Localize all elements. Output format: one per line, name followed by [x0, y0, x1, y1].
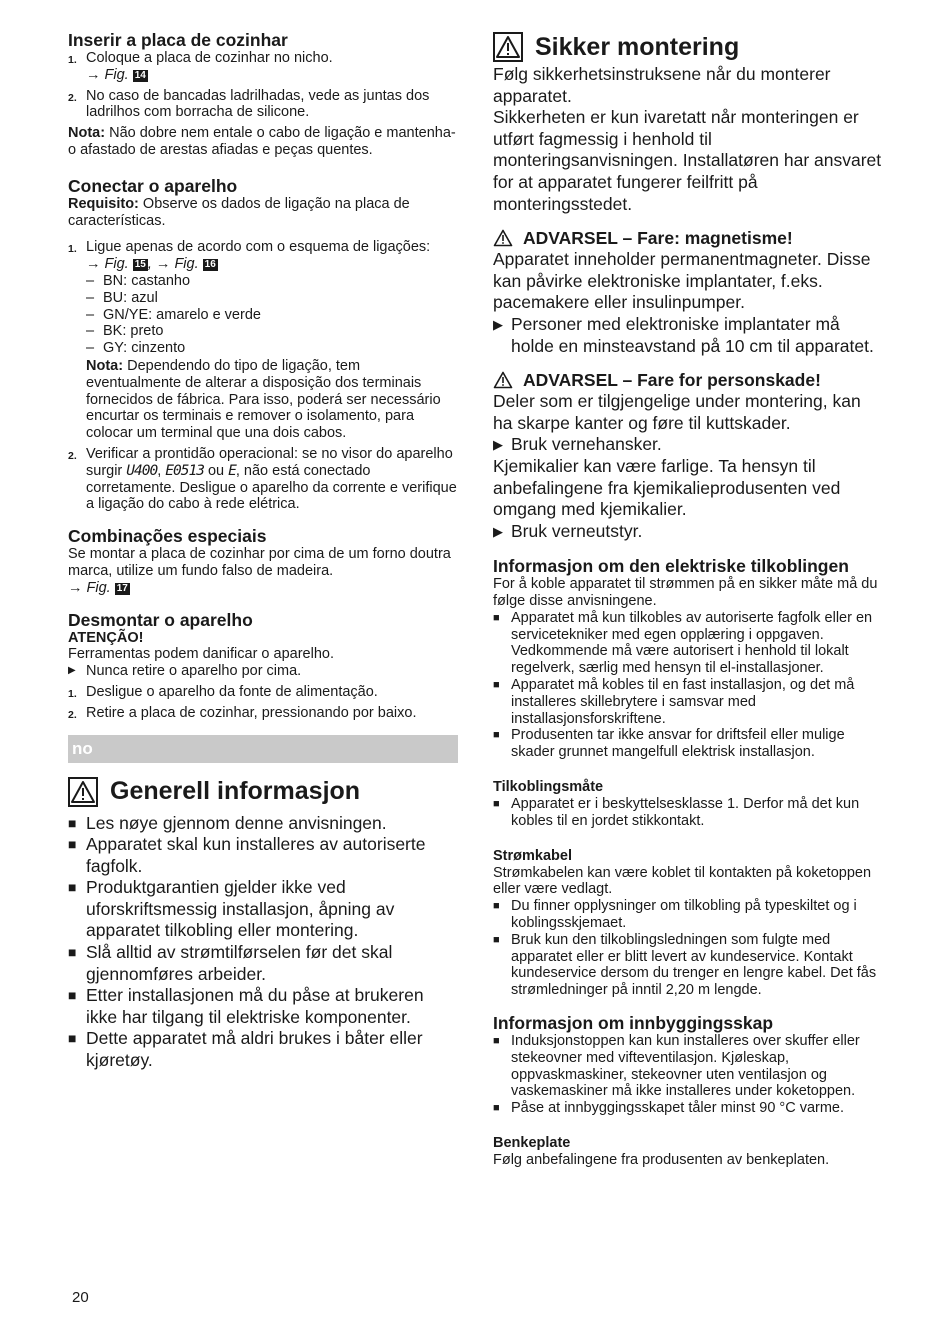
attention-label: ATENÇÃO! — [68, 629, 144, 646]
square-bullet-icon: ■ — [493, 1102, 500, 1115]
list-item: ■ Apparatet må kobles til en fast installasjon, og det må installeres skillebrytere i samsvar med installasjonsforskriftene. — [493, 677, 855, 727]
wire-item: – BN: castanho — [86, 272, 191, 289]
paragraph: Følg sikkerhetsinstruksene når du monterer apparatet. — [493, 64, 831, 106]
square-bullet-icon: ■ — [68, 879, 77, 896]
list-item: ■ Bruk kun den tilkoblingsledningen som fulgte med apparatet eller er blitt levert av kundeservice. Kontakt kundeservice dersom du trenger en lengre kabel. Det fås strømledninger på inntil 2,20 m lengde. — [493, 931, 877, 999]
square-bullet-icon: ■ — [493, 611, 500, 624]
section-title-sikker: Sikker montering — [493, 32, 883, 62]
warning-triangle-boxed-icon — [68, 777, 98, 807]
section-title-combinacoes: Combinações especiais — [68, 526, 267, 547]
requirement: Requisito: Observe os dados de ligação na placa de características. — [68, 195, 410, 229]
square-bullet-icon: ■ — [68, 814, 77, 831]
square-bullet-icon: ■ — [68, 1030, 77, 1047]
display-code: E0513 — [165, 462, 204, 479]
square-bullet-icon: ■ — [493, 798, 500, 811]
square-bullet-icon: ■ — [68, 987, 77, 1004]
action-item: ▶ Bruk verneutstyr. — [493, 520, 643, 541]
warning-triangle-icon — [493, 229, 513, 247]
figure-number: 14 — [134, 69, 146, 81]
square-bullet-icon: ■ — [493, 679, 500, 692]
paragraph: Se montar a placa de cozinhar por cima de um forno doutra marca, utilize um fundo falso de madeira. → Fig. 17 — [68, 546, 451, 596]
list-item: ■ Apparatet er i beskyttelsesklasse 1. Derfor må det kun kobles til en jordet stikkontakt. — [493, 796, 860, 829]
warning-text: Kjemikalier kan være farlige. Ta hensyn til anbefalingene fra kjemikalieprodusenten ved omgang med kjemikalier. — [493, 455, 841, 520]
note: Nota: Dependendo do tipo de ligação, tem eventualmente de alterar a disposição dos terminais fornecidos de fábrica. Para isso, poderá ser necessário encurtar os terminais e remover o isolamento, para colocar um terminal que una dois cabos. — [86, 357, 441, 442]
square-bullet-icon: ■ — [68, 836, 77, 853]
subsection-title-tilkobling: Tilkoblingsmåte — [493, 779, 604, 796]
square-bullet-icon: ■ — [493, 900, 500, 913]
square-bullet-icon: ■ — [493, 1035, 500, 1048]
list-item: ■ Produsenten tar ikke ansvar for driftsfeil eller mulige skader grunnet mangelfull elektrisk installasjon. — [493, 727, 845, 761]
warning-triangle-icon — [493, 371, 513, 389]
note: Nota: Não dobre nem entale o cabo de ligação e mantenha-o afastado de arestas afiadas e peças quentes. — [68, 125, 456, 158]
triangle-arrow-icon: ▶ — [493, 523, 503, 539]
list-item: ■ Apparatet skal kun installeres av autoriserte fagfolk. — [68, 834, 426, 876]
list-item: ■ Du finner opplysninger om tilkobling på typeskiltet og i koblingsskjemaet. — [493, 898, 857, 932]
figure-ref: → Fig. 14 — [86, 66, 146, 83]
list-item: ■ Apparatet må kun tilkobles av autoriserte fagfolk eller en servicetekniker med egen opplæring i oppgaven. Vedkommende må være autorisert i henhold til lokalt regelverk, særlig med hensyn til el-installasjoner. — [493, 609, 873, 677]
warning-triangle-boxed-icon — [493, 32, 523, 62]
square-bullet-icon: ■ — [493, 729, 500, 742]
step-1: 1. Desligue o aparelho da fonte de alimentação. — [68, 683, 378, 700]
language-bar: no — [68, 735, 458, 763]
list-item: ■ Dette apparatet må aldri brukes i båter eller kjøretøy. — [68, 1028, 423, 1071]
step-2: 2. Retire a placa de cozinhar, pressionando por baixo. — [68, 704, 417, 721]
subsection-title-stromkabel: Strømkabel — [493, 847, 572, 864]
action-item: ▶ Personer med elektroniske implantater må holde en minsteavstand på 10 cm til apparatet. — [493, 313, 874, 356]
wire-item: – BK: preto — [86, 323, 164, 340]
left-column — [68, 30, 458, 1072]
wire-item: – BU: azul — [86, 289, 158, 306]
action-item: ▶ Nunca retire o aparelho por cima. — [68, 663, 302, 680]
section-title-innbygging: Informasjon om innbyggingsskap — [493, 1013, 774, 1034]
warning-text: Deler som er tilgjengelige under montering, kan ha skarpe kanter og føre til kuttskader. — [493, 391, 861, 433]
triangle-arrow-icon: ▶ — [68, 665, 76, 677]
display-code: E — [228, 462, 236, 479]
step-2: 2. No caso de bancadas ladrilhadas, vede as juntas dos ladrilhos com borracha de silicone. — [68, 87, 430, 121]
triangle-arrow-icon: ▶ — [493, 437, 503, 453]
subsection-title-benkeplate: Benkeplate — [493, 1135, 571, 1151]
wire-item: – GN/YE: amarelo e verde — [86, 306, 261, 323]
paragraph: For å koble apparatet til strømmen på en sikker måte må du følge disse anvisningene. — [493, 576, 878, 610]
step-1: 1. Ligue apenas de acordo com o esquema de ligações: → Fig. 15 , → Fig. 16 — [68, 239, 431, 273]
paragraph: Strømkabelen kan være koblet til kontakten på koketoppen eller være vedlagt. — [493, 864, 872, 898]
list-item: ■ Induksjonstoppen kan kun installeres over skuffer eller stekeovner med vifteventilasjon. Kjøleskap, oppvaskmaskiner, stekeovner uten ventilasjon og vaskemaskiner må ikke installeres under koketoppen. — [493, 1033, 860, 1100]
paragraph: Følg anbefalingene fra produsenten av benkeplaten. — [493, 1152, 830, 1168]
page-number: 20 — [72, 1289, 89, 1306]
action-item: ▶ Bruk vernehansker. — [493, 434, 662, 455]
warning-text: Apparatet inneholder permanentmagneter. Disse kan påvirke elektroniske implantater, f.eks. pacemakere eller insulinpumper. — [493, 249, 871, 313]
triangle-arrow-icon: ▶ — [493, 316, 503, 332]
list-item: ■ Les nøye gjennom denne anvisningen. — [68, 812, 387, 833]
right-column — [493, 32, 883, 1169]
section-title-generell: Generell informasjon — [68, 777, 458, 807]
section-title-inserir: Inserir a placa de cozinhar — [68, 30, 288, 50]
list-item: ■ Slå alltid av strømtilførselen før det skal gjennomføres arbeider. — [68, 942, 393, 984]
figure-ref: → Fig. 17 — [68, 579, 128, 596]
paragraph: Sikkerheten er kun ivaretatt når monteringen er utført fagmessig i henhold til monteringsanvisningen. Installatøren har ansvaret for at apparatet fungerer feilfritt på monteringsstedet. — [493, 107, 882, 214]
figure-ref: → Fig. 15 , → Fig. 16 — [86, 256, 216, 273]
wire-item: – GY: cinzento — [86, 340, 186, 357]
list-item: ■ Påse at innbyggingsskapet tåler minst 90 °C varme. — [493, 1100, 845, 1117]
section-title-elektrisk: Informasjon om den elektriske tilkoblingen — [493, 556, 849, 577]
list-item: ■ Etter installasjonen må du påse at brukeren ikke har tilgang til elektriske komponenter. — [68, 985, 424, 1027]
step-2: 2. Verificar a prontidão operacional: se no visor do aparelho surgir U400, E0513 ou E, não está conectado corretamente. Desligue o aparelho da corrente e verifique a ligação do cabo à rede elétrica. — [68, 445, 457, 513]
section-title-desmontar: Desmontar o aparelho — [68, 609, 253, 630]
list-item: ■ Produktgarantien gjelder ikke ved uforskriftsmessig installasjon, åpning av apparatet tilkobling eller montering. — [68, 877, 395, 941]
warning-heading-injury: ADVARSEL – Fare for personskade! — [493, 369, 883, 391]
general-list — [68, 813, 458, 1072]
square-bullet-icon: ■ — [493, 933, 500, 946]
step-1: 1. Coloque a placa de cozinhar no nicho. → Fig. 14 — [68, 50, 333, 83]
square-bullet-icon: ■ — [68, 944, 77, 961]
attention-text: Ferramentas podem danificar o aparelho. — [68, 646, 334, 663]
warning-heading-magnetism: ADVARSEL – Fare: magnetisme! — [493, 227, 883, 249]
display-code: U400 — [126, 462, 158, 479]
section-title-conectar: Conectar o aparelho — [68, 175, 238, 196]
